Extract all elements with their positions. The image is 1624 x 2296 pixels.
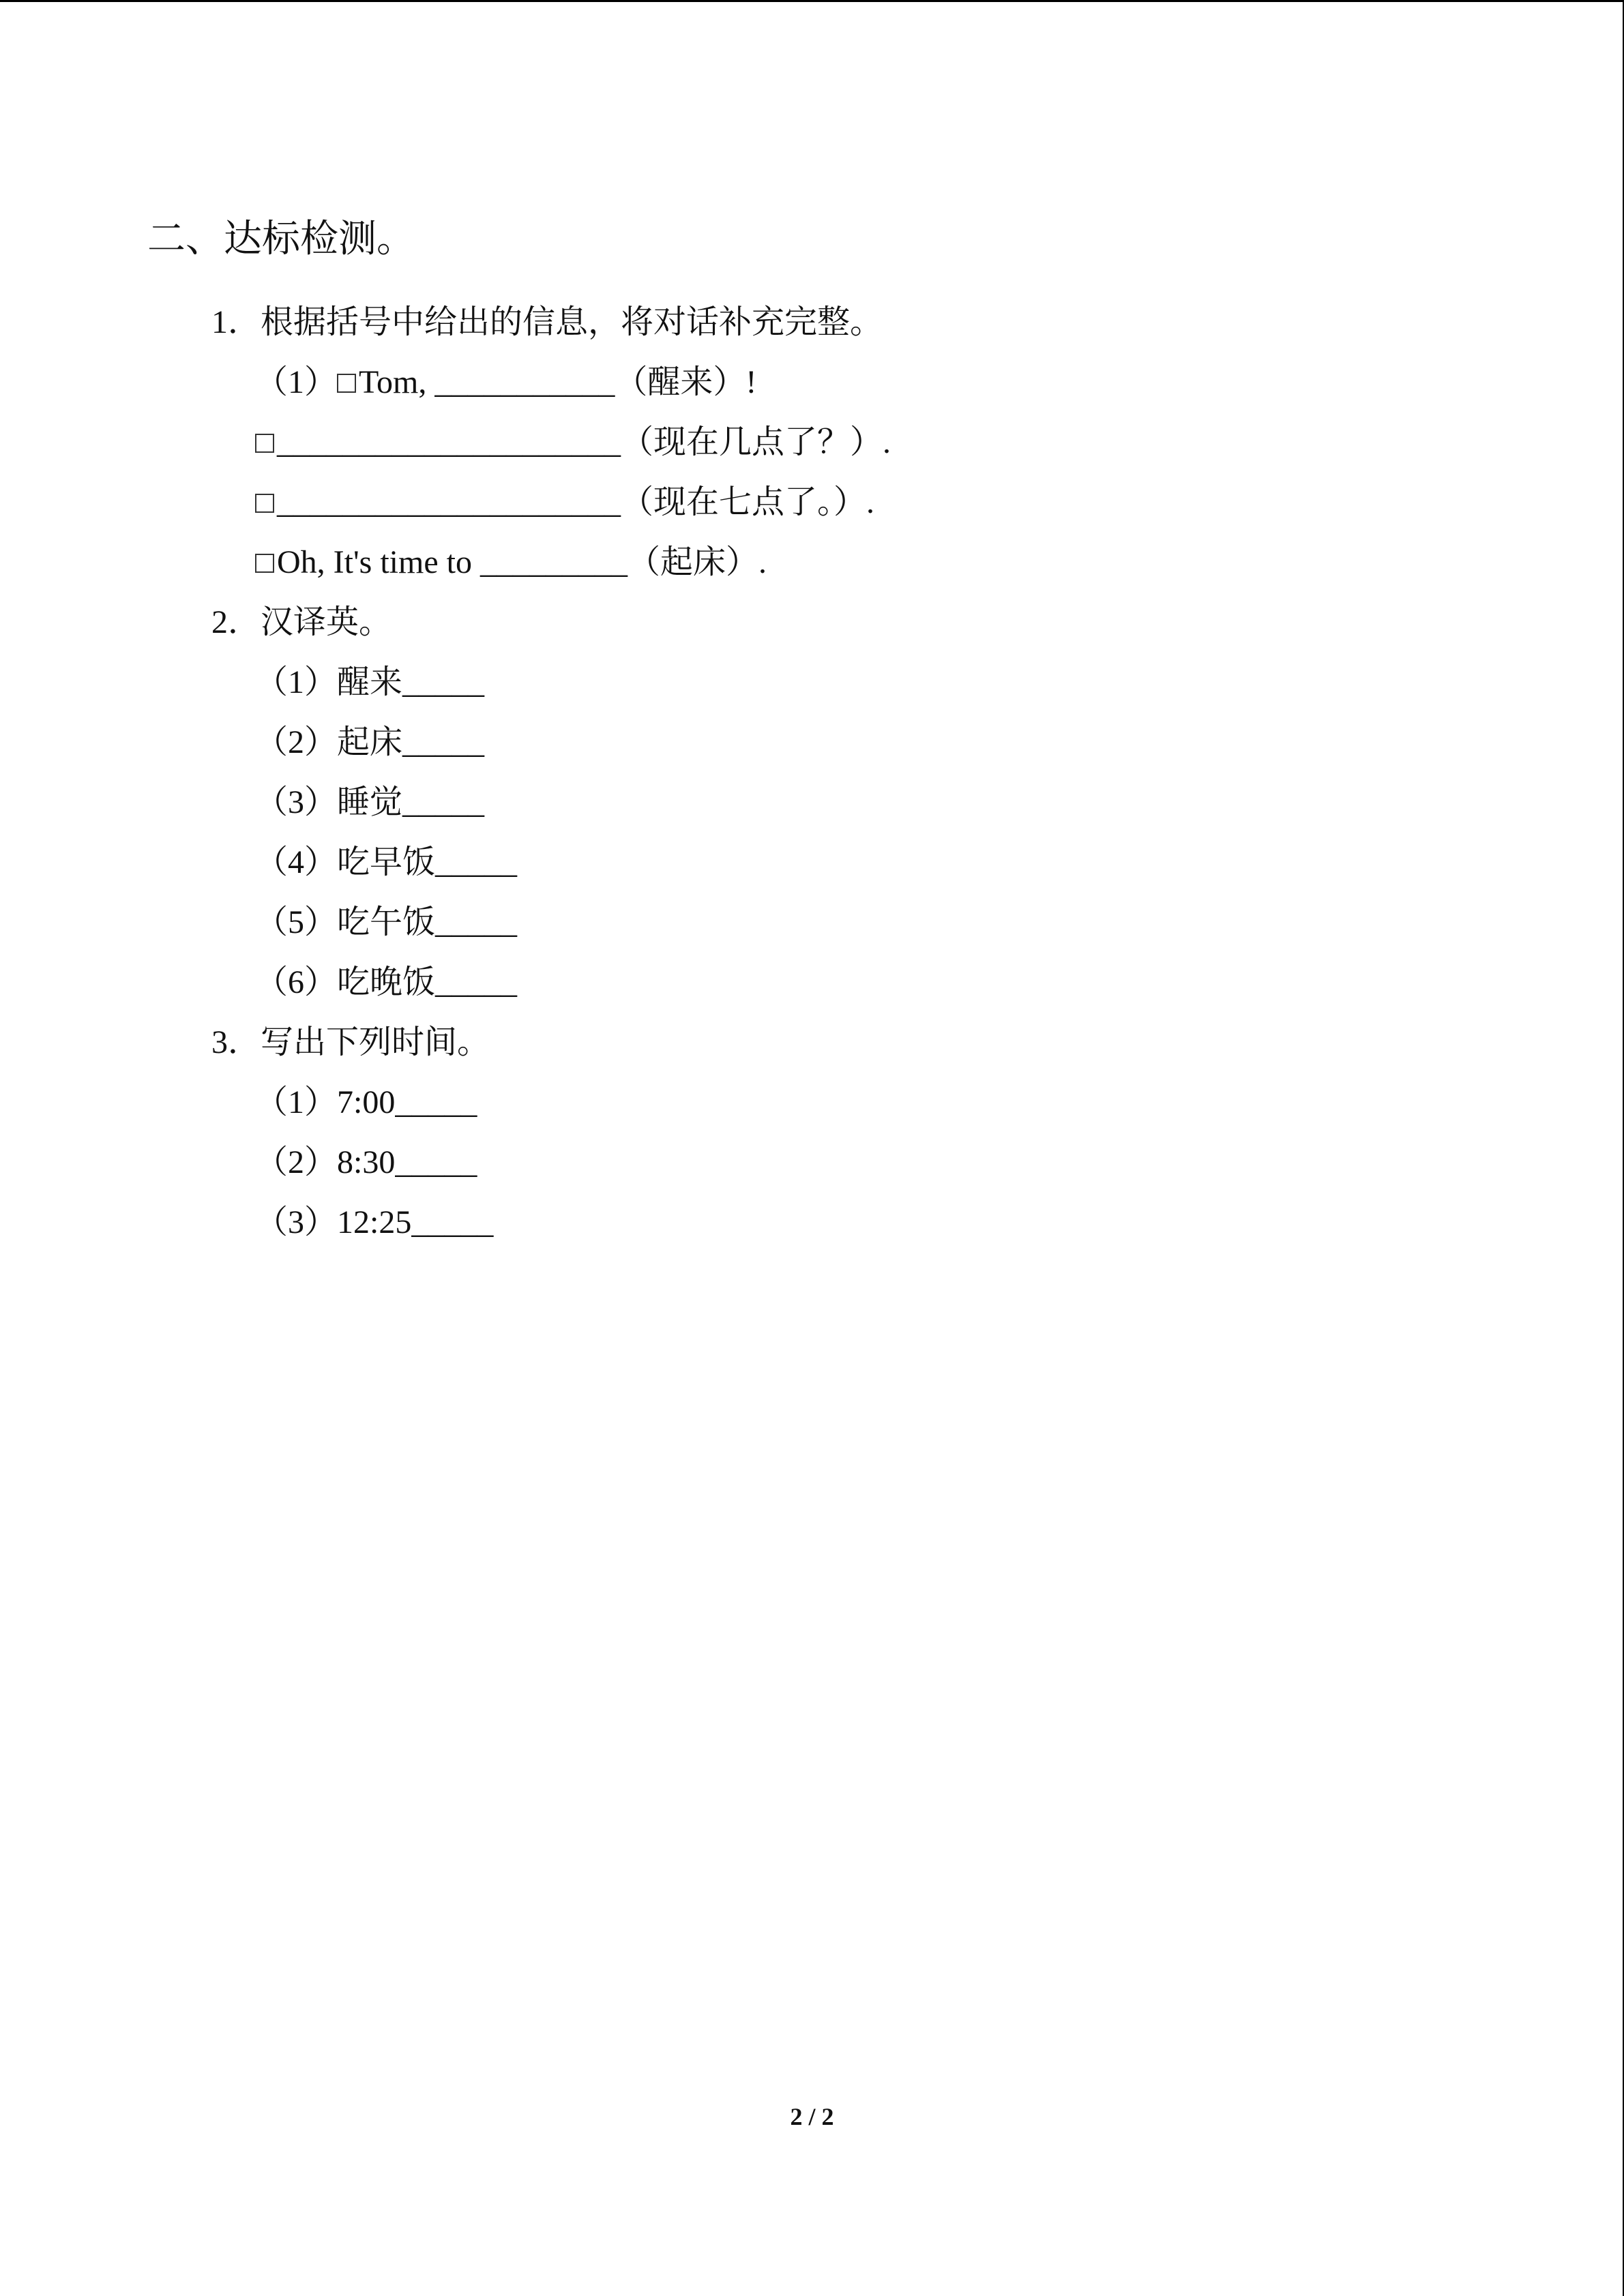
dialog-line-1 [255, 366, 756, 399]
time-item: （3）12:25_____ [255, 1204, 494, 1240]
dialog-line-3-text: _____________________（现在七点了。）. [277, 484, 875, 520]
section-title: 二、达标检测。 [147, 218, 415, 260]
dialog-line-1-text: Tom, ___________（醒来）! [359, 364, 757, 400]
translation-item: （5）吃午饭_____ [255, 904, 518, 940]
checkbox-icon [255, 554, 274, 573]
checkbox-icon [255, 434, 274, 453]
translation-item: （4）吃早饭_____ [255, 844, 518, 880]
translation-item: （1）醒来_____ [255, 664, 485, 700]
translation-item: （3）睡觉_____ [255, 784, 485, 820]
checkbox-icon [255, 494, 274, 513]
checkbox-icon [337, 374, 356, 393]
translation-item: （6）吃晚饭_____ [255, 964, 518, 1000]
page-top-border [0, 0, 1624, 2]
question-2-heading: 2．汉译英。 [211, 604, 392, 640]
time-item: （1）7:00_____ [255, 1084, 477, 1120]
question-3-heading: 3．写出下列时间。 [211, 1024, 490, 1060]
page-number: 2 / 2 [790, 2103, 834, 2130]
dialog-line-1-number: （1） [255, 364, 338, 400]
dialog-line-2 [255, 426, 891, 459]
translation-item: （2）起床_____ [255, 724, 485, 760]
dialog-line-3 [255, 486, 874, 519]
time-item: （2）8:30_____ [255, 1144, 477, 1180]
question-1-heading: 1．根据括号中给出的信息，将对话补充完整。 [211, 304, 883, 340]
dialog-line-2-text: _____________________（现在几点了？）. [277, 424, 891, 460]
dialog-line-4 [255, 546, 767, 579]
dialog-line-4-text: Oh, It's time to _________（起床）. [277, 544, 767, 580]
